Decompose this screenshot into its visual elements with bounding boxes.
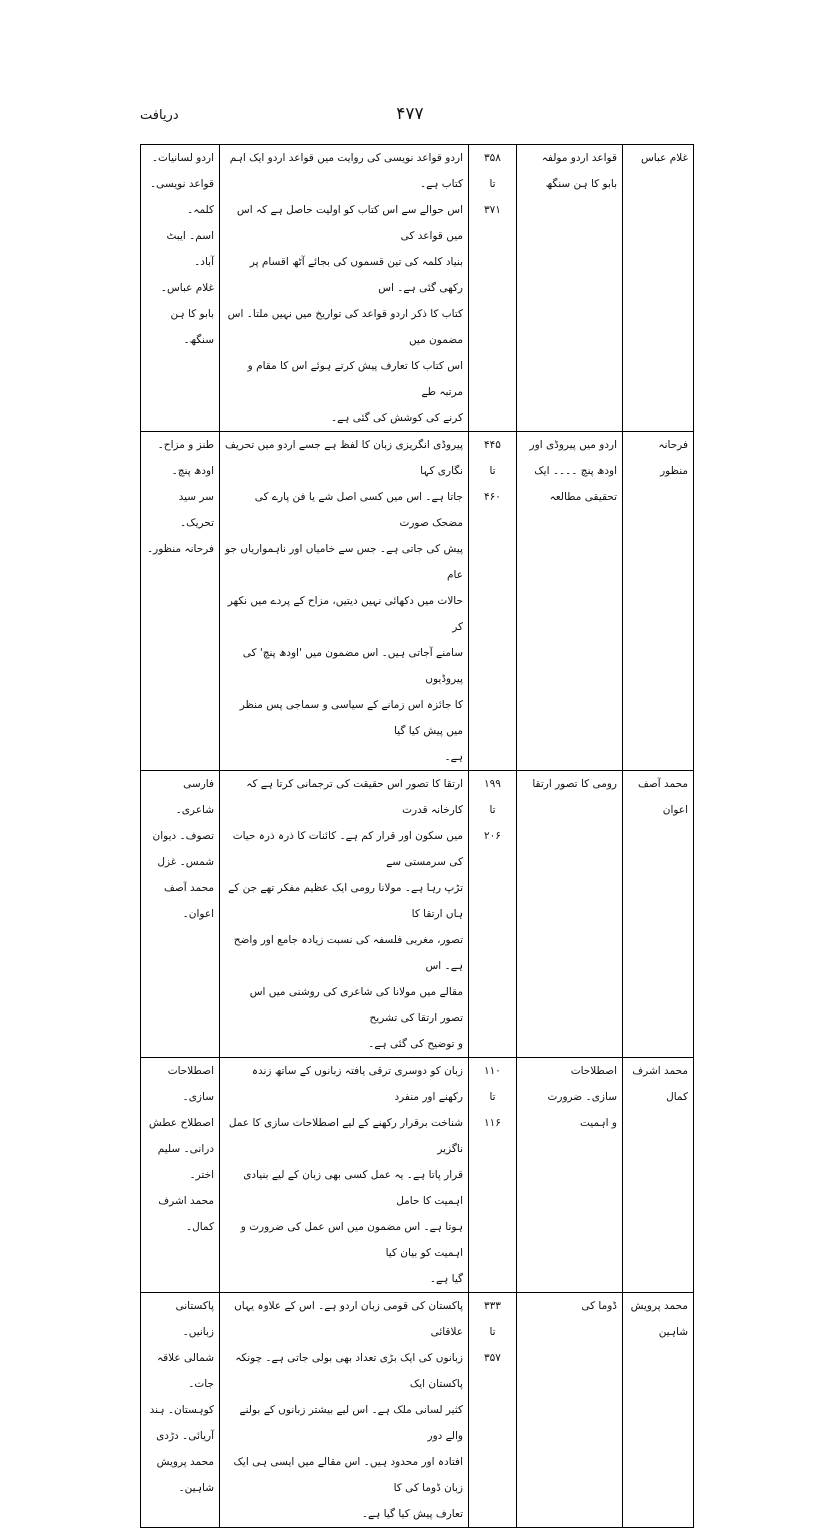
keyword: محمد اشرف کمال۔ bbox=[158, 1195, 214, 1233]
summary-line: ہوتا ہے۔ اس مضمون میں اس عمل کی ضرورت و اہمیت کو بیان کیا bbox=[240, 1221, 463, 1259]
summary-line: شناخت برقرار رکھنے کے لیے اصطلاحات سازی کا عمل ناگزیر bbox=[228, 1117, 463, 1155]
article-title-line: و اہمیت bbox=[579, 1117, 617, 1129]
keyword: اسم۔ ایبٹ آباد۔ bbox=[166, 230, 214, 268]
page-range-part: ۴۴۵ bbox=[484, 439, 501, 451]
pages-cell bbox=[469, 1293, 517, 1528]
keywords-cell bbox=[141, 1293, 220, 1528]
page-range-part: تا bbox=[489, 1326, 496, 1338]
summary-line: اس حوالے سے اس کتاب کو اولیت حاصل ہے کہ اس میں قواعد کی bbox=[236, 204, 463, 242]
keyword: درانی۔ سلیم اختر۔ bbox=[157, 1143, 214, 1181]
keyword: بابو کا ہن سنگھ۔ bbox=[170, 308, 214, 346]
summary-line: کرنے کی کوشش کی گئی ہے۔ bbox=[330, 412, 463, 424]
keyword: پاکستانی زبانیں۔ bbox=[175, 1300, 214, 1338]
summary-line: میں سکون اور قرار کم ہے۔ کائنات کا ذرہ ذرہ حیات کی سرمستی سے bbox=[232, 830, 463, 868]
article-title-line: رومی کا تصور ارتقا bbox=[532, 778, 617, 790]
summary-line: ارتقا کا تصور اس حقیقت کی ترجمانی کرتا ہے کہ کارخانہ قدرت bbox=[246, 778, 463, 816]
page-range-part: ۱۱۶ bbox=[484, 1117, 501, 1129]
summary-line: کثیر لسانی ملک ہے۔ اس لیے بیشتر زبانوں کے بولنے والے دور bbox=[239, 1404, 463, 1442]
keywords-cell bbox=[141, 1058, 220, 1293]
page-range-part: ۱۱۰ bbox=[484, 1065, 501, 1077]
keyword: قواعد نویسی۔ کلمہ۔ bbox=[149, 178, 214, 216]
summary-line: اس کتاب کا تعارف پیش کرتے ہوئے اس کا مقام و مرتبہ طے bbox=[247, 360, 463, 398]
author-cell bbox=[623, 145, 694, 432]
summary-line: کا جائزہ اس زمانے کے سیاسی و سماجی پس منظر میں پیش کیا گیا bbox=[239, 699, 463, 737]
table-row bbox=[141, 145, 694, 432]
title-cell bbox=[517, 771, 623, 1058]
pages-cell bbox=[469, 771, 517, 1058]
keyword: تصوف۔ دیوان bbox=[152, 830, 214, 842]
article-index-table bbox=[140, 144, 694, 1528]
author-cell bbox=[623, 1293, 694, 1528]
summary-cell bbox=[220, 771, 469, 1058]
article-title-line: تحقیقی مطالعہ bbox=[549, 491, 617, 503]
page-number: ۴۷۷ bbox=[396, 104, 424, 124]
keyword: شمالی علاقہ جات۔ bbox=[156, 1352, 214, 1390]
summary-line: پاکستان کی قومی زبان اردو ہے۔ اس کے علاوہ یہاں علاقائی bbox=[234, 1300, 463, 1338]
summary-cell bbox=[220, 1058, 469, 1293]
page-range-part: ۳۵۷ bbox=[484, 1352, 501, 1364]
page-range-part: ۳۷۱ bbox=[484, 204, 501, 216]
summary-line: بنیاد کلمہ کی تین قسموں کی بجائے آٹھ اقسام پر رکھی گئی ہے۔ اس bbox=[249, 256, 463, 294]
keyword: اصطلاحات bbox=[167, 1065, 214, 1077]
article-title-line: اصطلاحات bbox=[570, 1065, 617, 1077]
author-cell bbox=[623, 1058, 694, 1293]
summary-line: گیا ہے۔ bbox=[429, 1273, 463, 1285]
pages-cell bbox=[469, 145, 517, 432]
page-range-part: ۲۰۶ bbox=[484, 830, 501, 842]
summary-line: افتادہ اور محدود ہیں۔ اس مقالے میں ایسی ہی ایک زبان ڈوما کی کا bbox=[233, 1456, 463, 1494]
table-row bbox=[141, 771, 694, 1058]
keyword: کوہستان۔ ہند bbox=[149, 1404, 214, 1416]
summary-line: زبانوں کی ایک بڑی تعداد بھی بولی جاتی ہے۔ چونکہ پاکستان ایک bbox=[235, 1352, 463, 1390]
keywords-cell bbox=[141, 771, 220, 1058]
title-cell bbox=[517, 145, 623, 432]
summary-line: پیروڈی انگریزی زبان کا لفظ ہے جسے اردو میں تحریف نگاری کہا bbox=[225, 439, 463, 477]
author-name: محمد آصف اعوان bbox=[637, 778, 688, 816]
keyword: غلام عباس۔ bbox=[160, 282, 214, 294]
keywords-cell bbox=[141, 432, 220, 771]
summary-cell bbox=[220, 145, 469, 432]
keyword: اودھ پنچ۔ bbox=[171, 465, 214, 477]
summary-line: تعارف پیش کیا گیا ہے۔ bbox=[361, 1508, 463, 1520]
article-title-line: اردو میں پیروڈی اور bbox=[529, 439, 617, 451]
title-cell bbox=[517, 432, 623, 771]
page-range-part: تا bbox=[489, 1091, 496, 1103]
page-header bbox=[140, 104, 677, 134]
title-cell bbox=[517, 1293, 623, 1528]
author-name: فرحانہ منظور bbox=[658, 439, 688, 477]
keyword: محمد آصف اعوان۔ bbox=[163, 882, 214, 920]
summary-line: ہے۔ bbox=[444, 751, 463, 763]
title-cell bbox=[517, 1058, 623, 1293]
summary-cell bbox=[220, 432, 469, 771]
article-title-line: اودھ پنچ ۔۔۔۔ ایک bbox=[534, 465, 617, 477]
page-range-part: ۱۹۹ bbox=[484, 778, 501, 790]
summary-line: و توضیح کی گئی ہے۔ bbox=[368, 1038, 463, 1050]
table-row bbox=[141, 1058, 694, 1293]
pages-cell bbox=[469, 432, 517, 771]
keyword: فارسی شاعری۔ bbox=[175, 778, 214, 816]
summary-line: حالات میں دکھائی نہیں دیتیں، مزاح کے پردے میں نکھر کر bbox=[227, 595, 463, 633]
article-title-line: سازی۔ ضرورت bbox=[547, 1091, 617, 1103]
author-cell bbox=[623, 432, 694, 771]
keyword: فرحانہ منظور۔ bbox=[147, 543, 214, 555]
author-name: غلام عباس bbox=[640, 152, 688, 164]
keyword: اصطلاح عطش bbox=[148, 1117, 214, 1129]
summary-line: پیش کی جاتی ہے۔ جس سے خامیاں اور ناہمواریاں جو عام bbox=[225, 543, 463, 581]
summary-cell bbox=[220, 1293, 469, 1528]
summary-line: مقالے میں مولانا کی شاعری کی روشنی میں اس تصور ارتقا کی تشریح bbox=[249, 986, 463, 1024]
summary-line: جاتا ہے۔ اس میں کسی اصل شے یا فن پارے کی مضحک صورت bbox=[254, 491, 463, 529]
keyword: سازی۔ bbox=[182, 1091, 214, 1103]
article-title-line: قواعد اردو مولفہ bbox=[541, 152, 617, 164]
keyword: سر سید تحریک۔ bbox=[178, 491, 214, 529]
summary-line: سامنے آجاتی ہیں۔ اس مضمون میں 'اودھ پنچ' کی پیروڈیوں bbox=[242, 647, 463, 685]
author-name: محمد اشرف کمال bbox=[632, 1065, 688, 1103]
page-range-part: ۳۵۸ bbox=[484, 152, 501, 164]
keyword: طنز و مزاح۔ bbox=[157, 439, 214, 451]
table-row bbox=[141, 1293, 694, 1528]
page-range-part: تا bbox=[489, 465, 496, 477]
page-range-part: ۴۶۰ bbox=[484, 491, 501, 503]
running-title: دریافت bbox=[140, 108, 179, 123]
summary-line: کتاب کا ذکر اردو قواعد کی تواریخ میں نہیں ملتا۔ اس مضمون میں bbox=[227, 308, 463, 346]
summary-line: قرار پاتا ہے۔ یہ عمل کسی بھی زبان کے لیے بنیادی اہمیت کا حامل bbox=[243, 1169, 463, 1207]
author-cell bbox=[623, 771, 694, 1058]
page-range-part: ۳۳۳ bbox=[484, 1300, 501, 1312]
keyword: محمد پرویش شاہین۔ bbox=[156, 1456, 214, 1494]
article-title-line: بابو کا ہن سنگھ bbox=[545, 178, 617, 190]
summary-line: اردو قواعد نویسی کی روایت میں قواعد اردو ایک اہم کتاب ہے۔ bbox=[229, 152, 463, 190]
author-name: محمد پرویش شاہین bbox=[630, 1300, 688, 1338]
page-range-part: تا bbox=[489, 804, 496, 816]
page-range-part: تا bbox=[489, 178, 496, 190]
article-title-line: ڈوما کی bbox=[581, 1300, 617, 1312]
summary-line: تصور، مغربی فلسفہ کی نسبت زیادہ جامع اور واضح ہے۔ اس bbox=[233, 934, 463, 972]
summary-line: زبان کو دوسری ترقی یافتہ زبانوں کے ساتھ زندہ رکھنے اور منفرد bbox=[251, 1065, 463, 1103]
table-row bbox=[141, 432, 694, 771]
keyword: اردو لسانیات۔ bbox=[151, 152, 214, 164]
pages-cell bbox=[469, 1058, 517, 1293]
summary-line: تڑپ رہا ہے۔ مولانا رومی ایک عظیم مفکر تھے جن کے ہاں ارتقا کا bbox=[228, 882, 463, 920]
keyword: شمس۔ غزل bbox=[157, 856, 214, 868]
keyword: آریائی۔ دڑدی bbox=[156, 1430, 214, 1442]
keywords-cell bbox=[141, 145, 220, 432]
